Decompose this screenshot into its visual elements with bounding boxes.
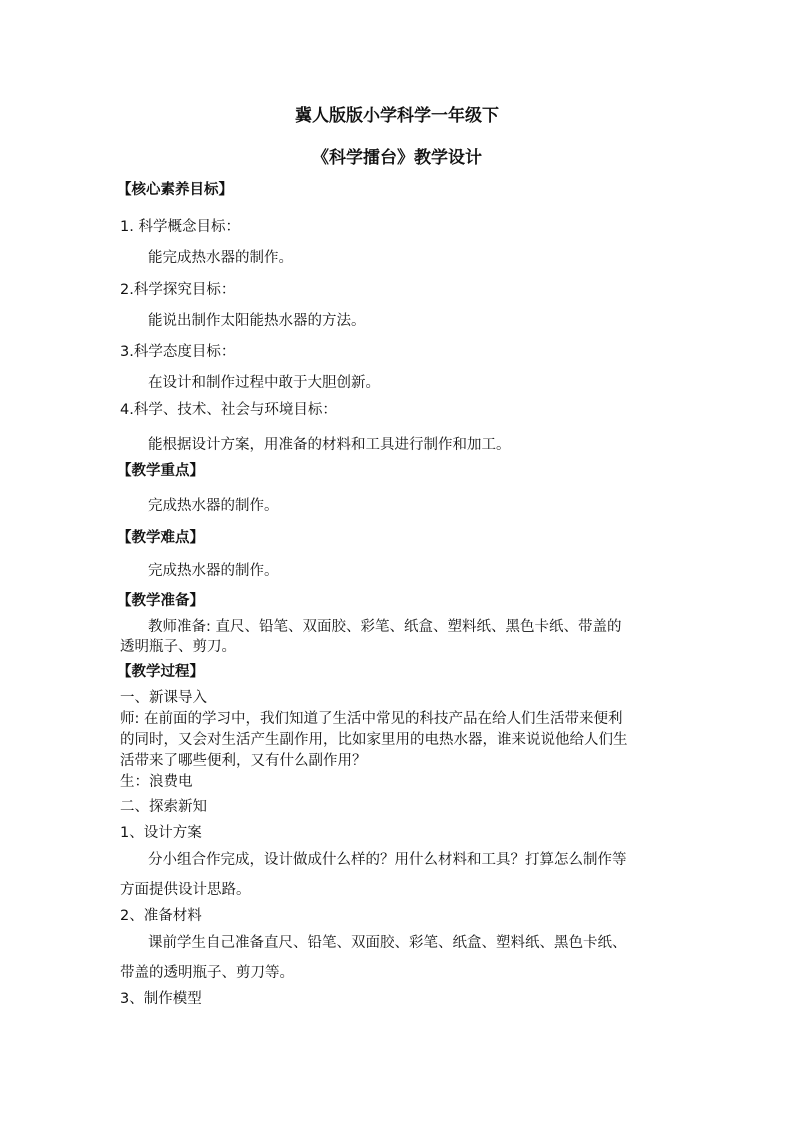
core-goals-heading: 【核心素养目标】: [117, 182, 233, 198]
student-line: 生：浪费电: [120, 774, 193, 790]
step-2-line-2: 带盖的透明瓶子、剪刀等。: [120, 965, 294, 981]
difficulties-heading: 【教学难点】: [117, 530, 204, 546]
goal-2-text: 能说出制作太阳能热水器的方法。: [148, 313, 366, 329]
step-1-line-1: 分小组合作完成，设计做成什么样的？用什么材料和工具？打算怎么制作等: [148, 852, 627, 868]
preparation-line-1: 教师准备: 直尺、铅笔、双面胶、彩笔、纸盒、塑料纸、黑色卡纸、带盖的: [148, 619, 622, 635]
goal-1-text: 能完成热水器的制作。: [148, 250, 293, 266]
goal-1-label: 1. 科学概念目标：: [120, 219, 240, 235]
step-1-title: 1、设计方案: [120, 825, 202, 841]
step-3-title: 3、制作模型: [120, 991, 202, 1007]
step-2-line-1: 课前学生自己准备直尺、铅笔、双面胶、彩笔、纸盒、塑料纸、黑色卡纸、: [148, 935, 627, 951]
goal-3-label: 3.科学态度目标：: [120, 344, 236, 360]
document-title: 冀人版版小学科学一年级下: [295, 106, 499, 126]
document-subtitle: 《科学擂台》教学设计: [312, 148, 482, 168]
part-2-title: 二、探索新知: [120, 799, 207, 815]
step-1-line-2: 方面提供设计思路。: [120, 882, 251, 898]
teacher-line-3: 活带来了哪些便利，又有什么副作用？: [120, 753, 367, 769]
step-2-title: 2、准备材料: [120, 908, 202, 924]
key-points-text: 完成热水器的制作。: [148, 498, 279, 514]
goal-4-label: 4.科学、技术、社会与环境目标：: [120, 402, 337, 418]
goal-3-text: 在设计和制作过程中敢于大胆创新。: [148, 375, 380, 391]
teacher-line-2: 的同时，又会对生活产生副作用，比如家里用的电热水器，谁来说说他给人们生: [120, 732, 628, 748]
teacher-line-1: 师: 在前面的学习中，我们知道了生活中常见的科技产品在给人们生活带来便利: [120, 711, 623, 727]
preparation-heading: 【教学准备】: [117, 593, 204, 609]
goal-2-label: 2.科学探究目标：: [120, 282, 236, 298]
preparation-line-2: 透明瓶子、剪刀。: [120, 639, 236, 655]
difficulties-text: 完成热水器的制作。: [148, 563, 279, 579]
process-heading: 【教学过程】: [117, 664, 204, 680]
part-1-title: 一、新课导入: [120, 690, 207, 706]
key-points-heading: 【教学重点】: [117, 463, 204, 479]
goal-4-text: 能根据设计方案，用准备的材料和工具进行制作和加工。: [148, 437, 511, 453]
